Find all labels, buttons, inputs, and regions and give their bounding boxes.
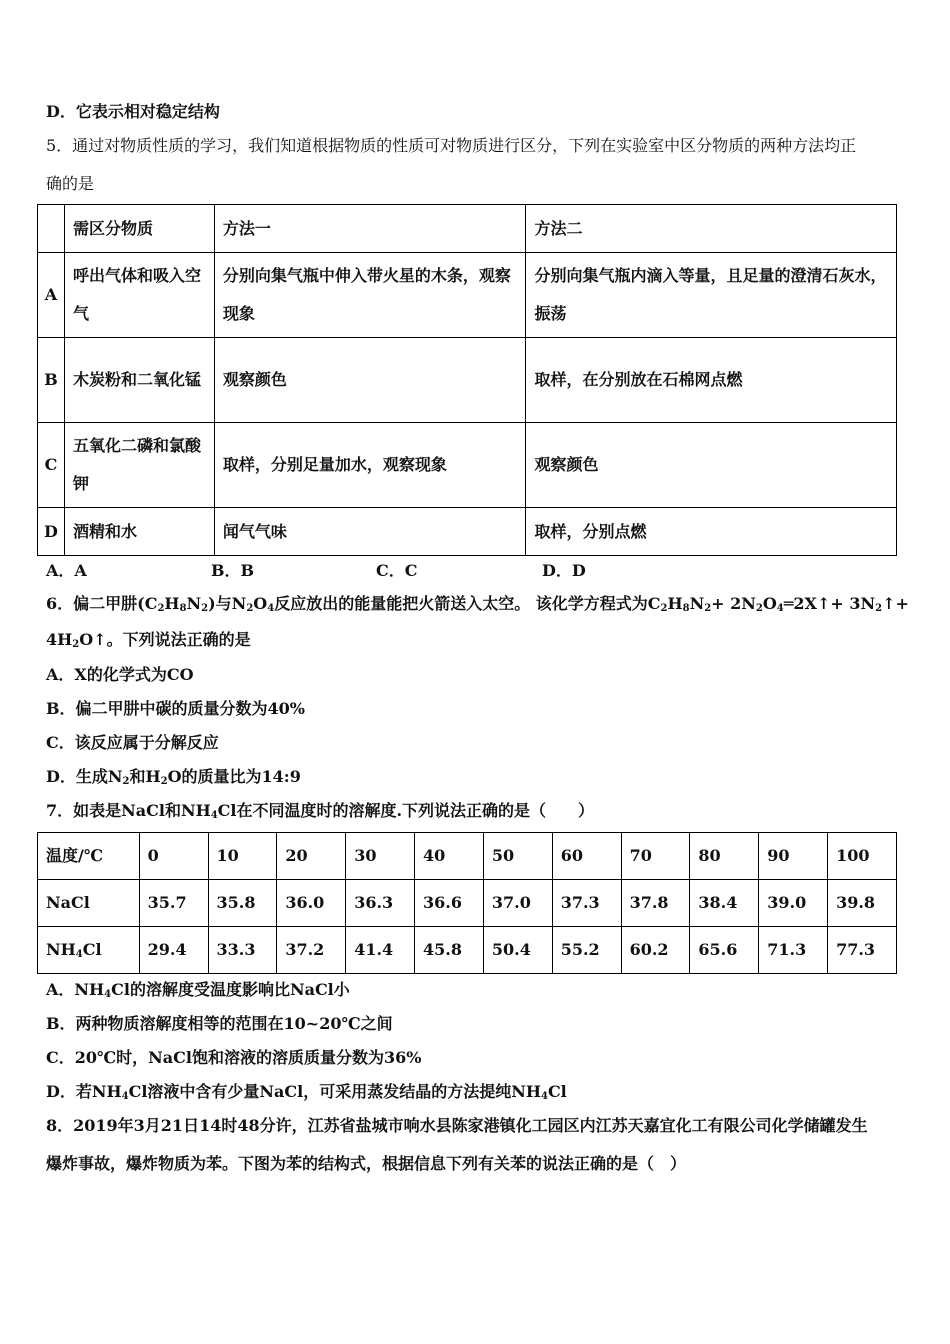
- nacl-cell: 36.6: [415, 880, 484, 927]
- nh4cl-cell: 55.2: [552, 927, 621, 974]
- nacl-cell: 37.8: [621, 880, 690, 927]
- q7-solubility-table: [37, 832, 897, 974]
- method1-cell: 闻气气味: [214, 508, 526, 556]
- q4-option-d: D．它表示相对稳定结构: [46, 102, 220, 121]
- row-label: B: [38, 338, 65, 423]
- table-row: [38, 253, 897, 338]
- nh4cl-cell: 33.3: [208, 927, 277, 974]
- substance-cell: 呼出气体和吸入空气: [64, 253, 214, 338]
- nh4cl-cell: 50.4: [483, 927, 552, 974]
- nh4cl-cell: 45.8: [415, 927, 484, 974]
- q7-option-d: D．若$NH_4Cl$溶液中含有少量NaCl，可采用蒸发结晶的方法提纯$NH_4Cl$: [46, 1082, 567, 1102]
- nacl-cell: 35.8: [208, 880, 277, 927]
- nacl-cell: 39.8: [828, 880, 897, 927]
- temperature-cell: 90: [759, 833, 828, 880]
- temperature-cell: 20: [277, 833, 346, 880]
- temperature-cell: 60: [552, 833, 621, 880]
- q5-table: [37, 204, 897, 556]
- nh4cl-cell: 41.4: [346, 927, 415, 974]
- nacl-cell: 38.4: [690, 880, 759, 927]
- table-row: [38, 338, 897, 423]
- q5-options: [46, 558, 906, 578]
- nacl-row: [38, 880, 897, 927]
- nh4cl-label: $NH_4Cl$: [38, 927, 140, 974]
- table-header-cell: 方法一: [214, 205, 526, 253]
- nh4cl-cell: 71.3: [759, 927, 828, 974]
- nh4cl-cell: 37.2: [277, 927, 346, 974]
- method2-cell: 分别向集气瓶内滴入等量，且足量的澄清石灰水，振荡: [526, 253, 897, 338]
- method1-cell: 分别向集气瓶中伸入带火星的木条，观察现象: [214, 253, 526, 338]
- q5-option-c: C．C: [376, 561, 418, 580]
- q7-option-b: B．两种物质溶解度相等的范围在10~20℃之间: [46, 1014, 393, 1033]
- q8-stem-line2: 爆炸事故，爆炸物质为苯。下图为苯的结构式，根据信息下列有关苯的说法正确的是（ ）: [46, 1154, 687, 1173]
- q5-option-b: B．B: [211, 561, 255, 580]
- temperature-cell: 50: [483, 833, 552, 880]
- q6-stem-line2: $4H_2O↑$。下列说法正确的是: [46, 630, 251, 650]
- method2-cell: 取样，分别点燃: [526, 508, 897, 556]
- q5-option-a: A．A: [46, 561, 87, 580]
- table-header-row: [38, 205, 897, 253]
- q5-option-d: D．D: [542, 561, 586, 580]
- temperature-cell: 10: [208, 833, 277, 880]
- substance-cell: 木炭粉和二氧化锰: [64, 338, 214, 423]
- nh4cl-cell: 65.6: [690, 927, 759, 974]
- q5-stem-line1: 5．通过对物质性质的学习，我们知道根据物质的性质可对物质进行区分，下列在实验室中区分物质的两种方法均正: [46, 136, 857, 155]
- q7-stem: 7．如表是NaCl和$NH_4Cl$在不同温度时的溶解度.下列说法正确的是（ ）: [46, 801, 595, 821]
- table-header-cell: 需区分物质: [64, 205, 214, 253]
- substance-cell: 酒精和水: [64, 508, 214, 556]
- row-label: C: [38, 423, 65, 508]
- temperature-cell: 70: [621, 833, 690, 880]
- nh4cl-row: [38, 927, 897, 974]
- nacl-cell: 35.7: [139, 880, 208, 927]
- row-label: D: [38, 508, 65, 556]
- substance-cell: 五氧化二磷和氯酸钾: [64, 423, 214, 508]
- temperature-cell: 30: [346, 833, 415, 880]
- q6-option-d: D．生成$N_2$和$H_2O$的质量比为14:9: [46, 767, 301, 787]
- nacl-cell: 37.0: [483, 880, 552, 927]
- nh4cl-cell: 60.2: [621, 927, 690, 974]
- temperature-row: [38, 833, 897, 880]
- method2-cell: 取样，在分别放在石棉网点燃: [526, 338, 897, 423]
- nh4cl-cell: 29.4: [139, 927, 208, 974]
- temperature-cell: 0: [139, 833, 208, 880]
- nacl-cell: 36.3: [346, 880, 415, 927]
- temperature-label: 温度/℃: [38, 833, 140, 880]
- q6-option-a: A．X的化学式为CO: [46, 665, 194, 684]
- q7-option-c: C．20℃时，NaCl饱和溶液的溶质质量分数为36%: [46, 1048, 422, 1067]
- table-header-cell: [38, 205, 65, 253]
- nacl-cell: 37.3: [552, 880, 621, 927]
- nh4cl-cell: 77.3: [828, 927, 897, 974]
- temperature-cell: 100: [828, 833, 897, 880]
- temperature-cell: 40: [415, 833, 484, 880]
- nacl-label: NaCl: [38, 880, 140, 927]
- q6-option-b: B．偏二甲肼中碳的质量分数为40%: [46, 699, 305, 718]
- q7-option-a: A．$NH_4Cl$的溶解度受温度影响比NaCl小: [46, 980, 350, 1000]
- q6-stem-line1: 6．偏二甲肼$(C_2H_8N_2)$与$N_2O_4$反应放出的能量能把火箭送入太空。 该化学方程式为$C_2H_8N_2+$ $2N_2O_4═2X↑+$ $3N_2↑+$: [46, 594, 909, 614]
- nacl-cell: 39.0: [759, 880, 828, 927]
- table-header-cell: 方法二: [526, 205, 897, 253]
- method2-cell: 观察颜色: [526, 423, 897, 508]
- table-row: [38, 423, 897, 508]
- q5-stem-line2: 确的是: [46, 174, 95, 193]
- q6-option-c: C．该反应属于分解反应: [46, 733, 219, 752]
- table-row: [38, 508, 897, 556]
- q8-stem-line1: 8．2019年3月21日14时48分许，江苏省盐城市响水县陈家港镇化工园区内江苏天嘉宜化工有限公司化学储罐发生: [46, 1116, 868, 1135]
- row-label: A: [38, 253, 65, 338]
- method1-cell: 观察颜色: [214, 338, 526, 423]
- temperature-cell: 80: [690, 833, 759, 880]
- method1-cell: 取样，分别足量加水，观察现象: [214, 423, 526, 508]
- nacl-cell: 36.0: [277, 880, 346, 927]
